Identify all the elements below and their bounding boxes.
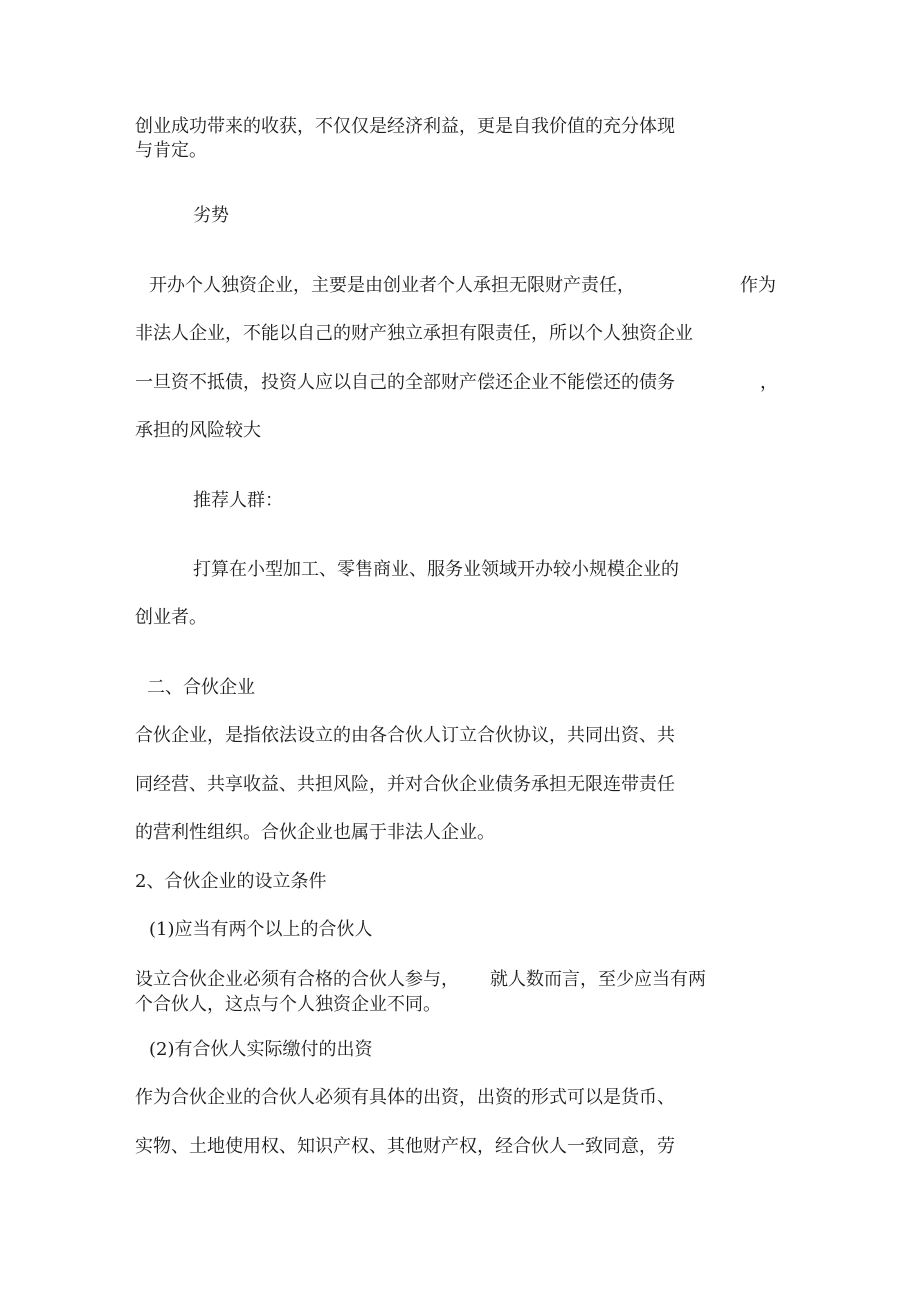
paragraph-line: 作为合伙企业的合伙人必须有具体的出资，出资的形式可以是货币、: [135, 1087, 675, 1108]
paragraph-line: 个合伙人，这点与个人独资企业不同。: [135, 994, 441, 1015]
paragraph-line: 合伙企业，是指依法设立的由各合伙人订立合伙协议，共同出资、共: [135, 725, 675, 746]
paragraph-line: 创业成功带来的收获，不仅仅是经济利益，更是自我价值的充分体现: [135, 116, 675, 137]
paragraph-line: 非法人企业，不能以自己的财产独立承担有限责任，所以个人独资企业: [135, 323, 693, 344]
paragraph-line: 实物、土地使用权、知识产权、其他财产权，经合伙人一致同意，劳: [135, 1136, 675, 1157]
paragraph-line: 开办个人独资企业，主要是由创业者个人承担无限财产责任，: [149, 275, 635, 296]
section-heading: 2、合伙企业的设立条件: [135, 871, 327, 892]
subsection-heading: (1)应当有两个以上的合伙人: [149, 919, 373, 940]
paragraph-line: 创业者。: [135, 607, 207, 628]
paragraph-line: 打算在小型加工、零售商业、服务业领域开办较小规模企业的: [193, 559, 679, 580]
paragraph-line: 就人数而言，至少应当有两: [490, 969, 706, 990]
section-heading: 劣势: [193, 205, 229, 226]
paragraph-line: 一旦资不抵债，投资人应以自己的全部财产偿还企业不能偿还的债务: [135, 372, 675, 393]
paragraph-line: 作为: [740, 275, 776, 296]
paragraph-line: 承担的风险较大: [135, 420, 261, 441]
section-heading: 二、合伙企业: [147, 677, 255, 698]
paragraph-line: 与肯定。: [135, 140, 207, 161]
paragraph-line: 设立合伙企业必须有合格的合伙人参与，: [135, 969, 459, 990]
section-heading: 推荐人群：: [193, 490, 283, 511]
subsection-heading: (2)有合伙人实际缴付的出资: [149, 1039, 373, 1060]
paragraph-line: 的营利性组织。合伙企业也属于非法人企业。: [135, 822, 495, 843]
paragraph-line: 同经营、共享收益、共担风险，并对合伙企业债务承担无限连带责任: [135, 774, 675, 795]
paragraph-line: ，: [760, 372, 778, 393]
